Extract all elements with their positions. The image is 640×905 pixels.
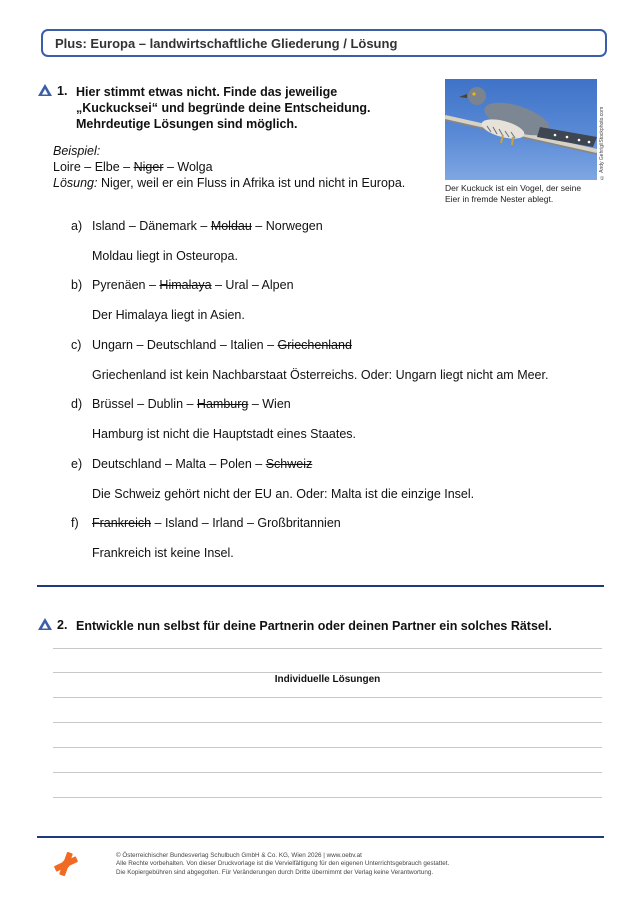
task1-instruction-line: Hier stimmt etwas nicht. Finde das jeweilige xyxy=(76,85,338,99)
task1-number: 1. xyxy=(57,84,68,98)
writing-line xyxy=(53,722,602,723)
caption-line: Der Kuckuck ist ein Vogel, der seine xyxy=(445,183,582,193)
footer-copyright xyxy=(116,852,576,877)
item-answer: Die Schweiz gehört nicht der EU an. Oder: Malta ist die einzige Insel. xyxy=(92,487,475,501)
photo-caption xyxy=(445,183,610,205)
oebv-logo xyxy=(53,851,79,877)
task1-instruction-line: „Kuckucksei“ und begründe deine Entscheidung. xyxy=(76,101,371,115)
item-text: Pyrenäen – xyxy=(92,278,160,292)
example-text: – Wolga xyxy=(163,160,213,174)
item-text: – Wien xyxy=(248,397,291,411)
example-solution xyxy=(53,175,433,191)
item-label: e) xyxy=(71,457,83,471)
footer-line: Die Kopiergebühren sind abgegolten. Für Veränderungen durch Dritte übernimmt der Verlag keine Verantwortung. xyxy=(116,868,434,876)
item-label: f) xyxy=(71,516,79,530)
writing-line xyxy=(53,648,602,649)
page-title: Plus: Europa – landwirtschaftliche Gliederung / Lösung xyxy=(55,35,398,51)
photo-credit: © Andy Gehrig/iStockphoto.com xyxy=(599,106,605,180)
item-struck-word: Hamburg xyxy=(196,397,249,411)
writing-line xyxy=(53,672,602,673)
item-struck-word: Griechenland xyxy=(277,338,352,352)
item-answer: Der Himalaya liegt in Asien. xyxy=(92,308,245,322)
task2-number: 2. xyxy=(57,618,68,632)
item-text: – Norwegen xyxy=(251,219,323,233)
list-item xyxy=(71,218,323,234)
task2-instruction: Entwickle nun selbst für deine Partnerin oder deinen Partner ein solches Rätsel. xyxy=(76,619,552,633)
example-label: Beispiel: xyxy=(53,144,101,158)
item-text: Deutschland – Malta – Polen – xyxy=(92,457,266,471)
item-label: c) xyxy=(71,338,82,352)
writing-line xyxy=(53,772,602,773)
list-item xyxy=(71,277,294,293)
item-text: Island – Dänemark – xyxy=(92,219,211,233)
item-label: a) xyxy=(71,219,83,233)
cuckoo-photo xyxy=(445,79,597,180)
list-item xyxy=(71,515,341,531)
footer-divider xyxy=(37,836,604,838)
solution-text: Niger, weil er ein Fluss in Afrika ist und nicht in Europa. xyxy=(97,176,406,190)
footer-line: Alle Rechte vorbehalten. Von dieser Druckvorlage ist die Vervielfältigung für den eigenen Unterrichtsgebrauch gestattet. xyxy=(116,860,450,868)
item-struck-word: Moldau xyxy=(210,219,252,233)
example-row xyxy=(53,159,433,175)
example-block xyxy=(53,143,433,191)
list-item xyxy=(71,337,352,353)
item-text: Brüssel – Dublin – xyxy=(92,397,197,411)
item-text: – Ural – Alpen xyxy=(211,278,294,292)
caption-line: Eier in fremde Nester ablegt. xyxy=(445,194,554,204)
item-answer: Hamburg ist nicht die Hauptstadt eines Staates. xyxy=(92,427,357,441)
section-divider xyxy=(37,585,604,587)
writing-line xyxy=(53,747,602,748)
task2-answer: Individuelle Lösungen xyxy=(274,674,381,685)
item-struck-word: Frankreich xyxy=(92,516,152,530)
list-item xyxy=(71,456,312,472)
solution-label: Lösung: xyxy=(53,176,98,190)
example-struck-word: Niger xyxy=(133,160,164,174)
item-answer: Griechenland ist kein Nachbarstaat Österreichs. Oder: Ungarn liegt nicht am Meer. xyxy=(92,368,549,382)
item-struck-word: Himalaya xyxy=(159,278,212,292)
footer-line: © Österreichischer Bundesverlag Schulbuch GmbH & Co. KG, Wien 2026 | www.oebv.at xyxy=(116,852,362,859)
example-text: Loire – Elbe – xyxy=(53,160,134,174)
task1-instruction-line: Mehrdeutige Lösungen sind möglich. xyxy=(76,117,298,131)
item-text: Ungarn – Deutschland – Italien – xyxy=(92,338,278,352)
list-item xyxy=(71,396,291,412)
item-label: b) xyxy=(71,278,83,292)
item-answer: Frankreich ist keine Insel. xyxy=(92,546,234,560)
item-answer: Moldau liegt in Osteuropa. xyxy=(92,249,238,263)
task1-instruction xyxy=(76,84,426,132)
item-label: d) xyxy=(71,397,83,411)
item-struck-word: Schweiz xyxy=(265,457,313,471)
page-header xyxy=(41,29,607,57)
item-text: – Island – Irland – Großbritannien xyxy=(151,516,341,530)
writing-line xyxy=(53,697,602,698)
writing-line xyxy=(53,797,602,798)
